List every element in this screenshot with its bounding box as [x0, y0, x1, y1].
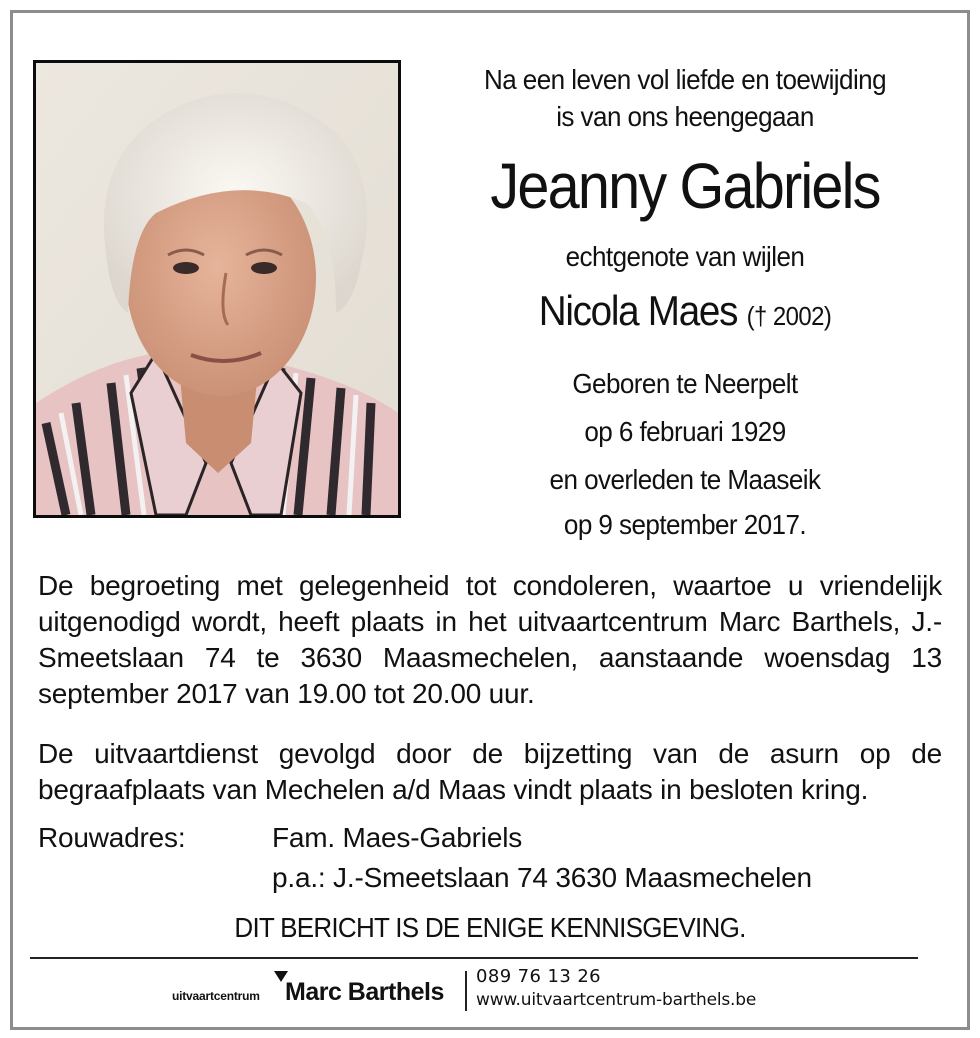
- spouse-name: Nicola Maes: [538, 287, 738, 334]
- funeral-home-prefix: uitvaartcentrum: [172, 989, 260, 1003]
- funeral-home-footer: [0, 962, 980, 1022]
- address-street: p.a.: J.-Smeetslaan 74 3630 Maasmechelen: [272, 862, 812, 893]
- portrait-photo: [33, 60, 401, 518]
- funeral-home-website: www.uitvaartcentrum-barthels.be: [476, 990, 757, 1010]
- death-date: op 9 september 2017.: [563, 509, 807, 540]
- address-label: Rouwadres:: [38, 822, 186, 853]
- condolence-paragraph: De begroeting met gelegenheid tot condoleren, waartoe u vriendelijk uitgenodigd wordt, heeft plaats in het uitvaartcentrum Marc Barthels, J.-Smeetslaan 74 te 3630 Maasmechelen, aanstaande woensdag 13 september 2017 van 19.00 tot 20.00 uur.: [38, 570, 942, 709]
- death-place: en overleden te Maaseik: [549, 464, 821, 495]
- address-name: Fam. Maes-Gabriels: [272, 822, 523, 853]
- spouse-line: [441, 287, 929, 340]
- funeral-home-phone: 089 76 13 26: [476, 966, 602, 987]
- service-paragraph: De uitvaartdienst gevolgd door de bijzetting van de asurn op de begraafplaats van Mechelen a/d Maas vindt plaats in besloten kring.: [38, 738, 942, 805]
- intro-line: is van ons heengegaan: [556, 101, 814, 132]
- funeral-home-brand: Marc Barthels: [285, 978, 444, 1006]
- birth-place: Geboren te Neerpelt: [572, 368, 798, 399]
- footer-separator: [465, 971, 467, 1011]
- deceased-name: Jeanny Gabriels: [490, 150, 880, 222]
- notice-text: DIT BERICHT IS DE ENIGE KENNISGEVING.: [234, 912, 746, 943]
- birth-date: op 6 februari 1929: [584, 416, 786, 447]
- footer-divider: [30, 957, 918, 959]
- spouse-death-year: († 2002): [746, 301, 832, 331]
- relation-text: echtgenote van wijlen: [565, 241, 805, 272]
- intro-line: Na een leven vol liefde en toewijding: [483, 64, 887, 95]
